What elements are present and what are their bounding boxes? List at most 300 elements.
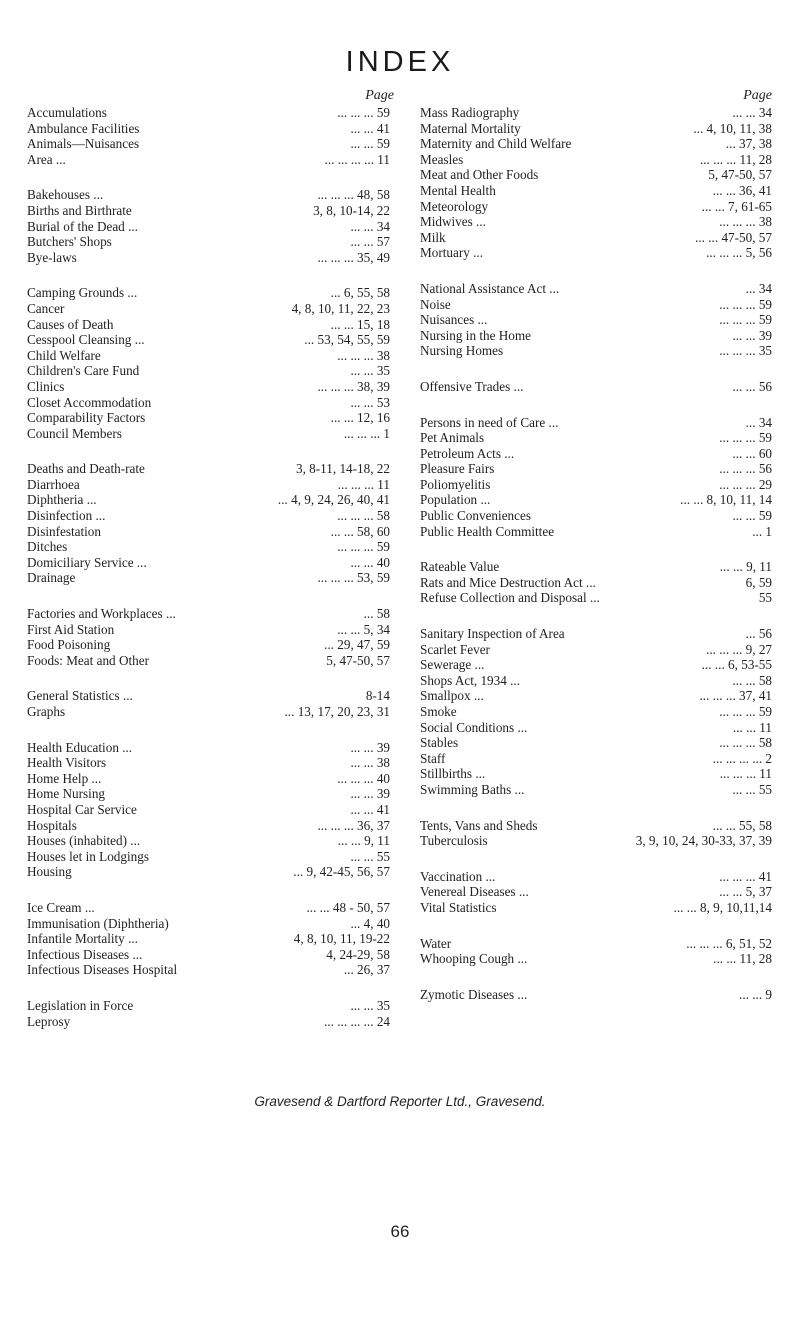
index-entry-label: Vaccination ...: [420, 868, 496, 884]
index-entry-label: Whooping Cough ...: [420, 951, 528, 967]
index-entry-pages: ... ... 12, 16: [330, 410, 390, 426]
index-entry-label: Comparability Factors: [27, 410, 146, 426]
page-column-heading: Page: [743, 88, 772, 103]
index-entry-label: Zymotic Diseases ...: [420, 986, 528, 1002]
index-entry: [420, 688, 772, 704]
index-group: [420, 379, 772, 395]
index-entry-pages: ... 26, 37: [343, 962, 390, 978]
index-entry: [27, 219, 402, 235]
index-entry: [420, 199, 772, 215]
index-entry-label: Pleasure Fairs: [420, 461, 495, 477]
index-entry: [27, 250, 402, 266]
index-entry-pages: ... ... 5, 34: [337, 621, 390, 637]
index-entry-pages: ... ... 40: [350, 554, 390, 570]
index-entry: [27, 395, 402, 411]
index-entry-pages: ... ... 8, 9, 10,11,14: [673, 899, 772, 915]
index-entry-label: Maternity and Child Welfare: [420, 136, 572, 152]
index-entry: [420, 900, 772, 916]
index-entry-label: Midwives ...: [420, 214, 486, 230]
index-entry: [27, 136, 402, 152]
index-entry-pages: 3, 9, 10, 24, 30-33, 37, 39: [635, 833, 772, 849]
index-entry-label: Factories and Workplaces ...: [27, 606, 176, 622]
index-entry-label: National Assistance Act ...: [420, 280, 560, 296]
index-entry-label: Butchers' Shops: [27, 234, 112, 250]
index-entry-pages: ... ... ... ... 11: [324, 151, 390, 167]
index-entry-label: Hospitals: [27, 817, 77, 833]
index-entry-pages: ... ... 9: [739, 986, 772, 1002]
index-group: [27, 900, 402, 978]
index-column-left: [27, 87, 402, 1049]
index-entry-label: Births and Birthrate: [27, 202, 132, 218]
index-entry: [420, 575, 772, 591]
index-entry: [27, 931, 402, 947]
index-entry: [420, 446, 772, 462]
index-entry-label: Sewerage ...: [420, 657, 485, 673]
index-entry-label: Milk: [420, 229, 446, 245]
index-entry-label: Housing: [27, 864, 72, 880]
index-entry-pages: ... ... 38: [350, 755, 390, 771]
index-entry-label: Smoke: [420, 704, 457, 719]
index-entry: [27, 916, 402, 932]
index-entry: [27, 864, 402, 880]
index-entry-pages: ... 4, 9, 24, 26, 40, 41: [277, 492, 390, 508]
index-entry-pages: 6, 59: [745, 574, 772, 590]
index-entry: [420, 782, 772, 798]
index-entry: [27, 301, 402, 317]
index-entry-pages: 8-14: [365, 688, 390, 704]
index-entry: [420, 720, 772, 736]
index-entry-pages: ... 4, 10, 11, 38: [693, 120, 772, 136]
index-entry-pages: 5, 47-50, 57: [326, 652, 390, 668]
index-entry-pages: ... ... ... 11, 28: [699, 151, 772, 167]
index-entry-pages: ... ... ... ... 24: [324, 1013, 390, 1029]
index-entry-pages: ... ... 11: [732, 719, 772, 735]
index-group: [420, 415, 772, 540]
index-entry-label: Camping Grounds ...: [27, 285, 138, 301]
index-entry: [420, 121, 772, 137]
index-entry: [27, 755, 402, 771]
index-entry: [27, 203, 402, 219]
index-entry: [420, 245, 772, 261]
index-entry-label: Public Conveniences: [420, 508, 531, 524]
index-entry-pages: ... ... ... ... 2: [712, 750, 772, 766]
index-group: [420, 936, 772, 967]
index-entry-pages: ... ... ... 40: [337, 770, 390, 786]
index-entry-pages: ... ... ... 5, 56: [706, 245, 772, 261]
index-entry: [27, 285, 402, 301]
index-entry-pages: ... ... ... 35: [719, 343, 772, 359]
index-entry-label: Maternal Mortality: [420, 120, 521, 136]
index-entry-label: Scarlet Fever: [420, 641, 490, 657]
index-entry-label: Noise: [420, 296, 451, 312]
index-entry: [420, 230, 772, 246]
index-entry-pages: ... ... ... 59: [719, 430, 772, 446]
index-entry-label: Hospital Car Service: [27, 801, 137, 817]
index-entry: [27, 962, 402, 978]
index-entry-label: Children's Care Fund: [27, 363, 140, 379]
index-entry: [420, 343, 772, 359]
index-entry-label: Houses (inhabited) ...: [27, 833, 141, 849]
index-entry-label: Immunisation (Diphtheria): [27, 915, 169, 931]
index-entry-label: Council Members: [27, 425, 122, 441]
index-group: [27, 105, 402, 167]
index-entry-pages: ... ... 5, 37: [719, 884, 772, 900]
index-entry-pages: ... ... ... 1: [343, 425, 390, 441]
index-group: [27, 285, 402, 441]
index-entry-pages: ... ... ... 35, 49: [317, 249, 390, 265]
index-entry-pages: ... ... ... 59: [719, 704, 772, 719]
index-entry-pages: ... ... 59: [350, 136, 390, 152]
index-entry-label: Sanitary Inspection of Area: [420, 626, 565, 642]
index-entry: [420, 136, 772, 152]
index-entry-pages: ... ... 39: [350, 786, 390, 802]
index-entry-pages: ... ... 9, 11: [719, 559, 772, 575]
index-entry: [420, 766, 772, 782]
index-entry-pages: ... ... 58, 60: [330, 523, 390, 539]
index-entry-label: Measles: [420, 151, 464, 167]
index-entry: [420, 869, 772, 885]
index-entry: [27, 152, 402, 168]
index-entry-label: Ditches: [27, 539, 68, 555]
index-entry-pages: ... 4, 40: [350, 915, 390, 931]
index-entry-label: Drainage: [27, 570, 76, 586]
index-entry-label: Home Help ...: [27, 770, 102, 786]
index-entry-pages: ... 53, 54, 55, 59: [304, 332, 390, 348]
page-number: 66: [390, 1222, 410, 1241]
index-entry-label: Home Nursing: [27, 786, 106, 802]
index-group: [27, 606, 402, 668]
index-entry-label: Domiciliary Service ...: [27, 554, 147, 570]
index-entry-label: Child Welfare: [27, 347, 101, 363]
index-entry-pages: ... ... 35: [350, 997, 390, 1013]
index-entry-label: Disinfection ...: [27, 508, 106, 524]
index-entry: [27, 426, 402, 442]
index-entry-pages: ... ... ... 59: [337, 539, 390, 555]
index-entry: [27, 833, 402, 849]
index-entry: [420, 508, 772, 524]
index-entry-label: Cesspool Cleansing ...: [27, 332, 145, 348]
index-entry: [27, 704, 402, 720]
index-entry-pages: ... ... 11, 28: [713, 951, 772, 967]
index-entry-label: Deaths and Death-rate: [27, 461, 145, 477]
index-group: [27, 688, 402, 719]
index-entry-pages: ... ... ... 36, 37: [317, 817, 390, 833]
index-entry-pages: ... ... 47-50, 57: [695, 229, 772, 245]
index-groups-left: [27, 105, 402, 1029]
index-entry-pages: ... ... 55: [350, 848, 390, 864]
index-entry: [27, 492, 402, 508]
index-entry: [27, 555, 402, 571]
index-entry: [27, 348, 402, 364]
index-entry: [27, 524, 402, 540]
index-entry-label: Meat and Other Foods: [420, 167, 539, 183]
index-entry-label: First Aid Station: [27, 621, 115, 637]
index-entry-pages: 4, 8, 10, 11, 19-22: [293, 931, 390, 947]
index-entry: [27, 570, 402, 586]
index-entry-label: Health Education ...: [27, 739, 133, 755]
index-entry: [27, 740, 402, 756]
index-entry-pages: ... ... ... 41: [719, 868, 772, 884]
index-entry: [420, 312, 772, 328]
index-entry: [420, 492, 772, 508]
index-entry: [420, 704, 772, 720]
index-entry-label: Social Conditions ...: [420, 719, 528, 735]
index-entry-label: Graphs: [27, 704, 66, 719]
index-entry-pages: ... ... ... 58: [719, 735, 772, 751]
index-entry-label: Nursing Homes: [420, 343, 504, 359]
index-entry-pages: ... ... 15, 18: [330, 316, 390, 332]
index-group: [420, 987, 772, 1003]
index-entry-pages: ... ... 59: [732, 508, 772, 524]
index-entry-label: Bakehouses ...: [27, 187, 104, 203]
index-entry: [27, 637, 402, 653]
index-entry-label: Infantile Mortality ...: [27, 931, 138, 947]
index-group: [420, 559, 772, 606]
index-entry-pages: ... ... ... 11: [719, 766, 772, 782]
index-column-right: [420, 87, 772, 1022]
index-entry: [420, 673, 772, 689]
index-entry-pages: ... ... ... 29: [719, 476, 772, 492]
index-entry-pages: ... ... 56: [732, 378, 772, 394]
index-entry: [27, 379, 402, 395]
index-entry: [27, 363, 402, 379]
index-entry-label: Animals—Nuisances: [27, 136, 140, 152]
index-entry-label: Meteorology: [420, 198, 489, 214]
index-entry-label: Bye-laws: [27, 249, 77, 265]
index-entry-pages: ... 13, 17, 20, 23, 31: [284, 704, 390, 719]
index-entry-pages: ... ... 41: [350, 120, 390, 136]
index-entry-label: Pet Animals: [420, 430, 485, 446]
index-entry-label: Burial of the Dead ...: [27, 218, 138, 234]
index-entry: [420, 328, 772, 344]
index-group: [27, 998, 402, 1029]
index-entry-label: Staff: [420, 750, 446, 766]
index-entry: [420, 559, 772, 575]
index-entry-pages: 3, 8, 10-14, 22: [313, 202, 390, 218]
index-entry: [27, 622, 402, 638]
index-entry: [27, 332, 402, 348]
index-entry: [27, 187, 402, 203]
index-entry-label: Offensive Trades ...: [420, 378, 524, 394]
index-entry-pages: ... ... 55: [732, 781, 772, 797]
index-entry-pages: ... 56: [745, 626, 772, 642]
index-entry: [27, 234, 402, 250]
index-entry-pages: ... ... 53: [350, 394, 390, 410]
index-entry-pages: ... ... ... 11: [337, 476, 390, 492]
index-group: [420, 281, 772, 359]
index-entry: [27, 105, 402, 121]
index-entry-label: Refuse Collection and Disposal ...: [420, 590, 600, 606]
index-entry: [420, 214, 772, 230]
index-entry-pages: ... 34: [745, 280, 772, 296]
index-entry-pages: ... ... ... 48, 58: [317, 187, 390, 203]
index-entry-label: Diarrhoea: [27, 476, 80, 492]
index-entry-pages: 4, 8, 10, 11, 22, 23: [291, 300, 390, 316]
index-entry: [27, 998, 402, 1014]
index-entry: [420, 183, 772, 199]
index-entry-label: Closet Accommodation: [27, 394, 152, 410]
index-entry: [420, 987, 772, 1003]
index-entry-label: Nuisances ...: [420, 312, 488, 328]
index-entry: [420, 524, 772, 540]
index-entry: [27, 121, 402, 137]
index-entry: [420, 590, 772, 606]
index-entry-pages: ... 29, 47, 59: [324, 637, 390, 653]
index-entry-label: Ice Cream ...: [27, 899, 95, 915]
index-entry-label: Mental Health: [420, 182, 496, 198]
index-entry-pages: ... ... 8, 10, 11, 14: [680, 492, 772, 508]
index-entry: [27, 508, 402, 524]
index-entry-label: Shops Act, 1934 ...: [420, 672, 521, 688]
index-entry-pages: ... ... ... 38, 39: [317, 378, 390, 394]
index-entry-pages: 3, 8-11, 14-18, 22: [295, 461, 390, 477]
index-entry: [27, 849, 402, 865]
index-entry-pages: ... ... 34: [732, 105, 772, 120]
index-entry-label: Causes of Death: [27, 316, 114, 332]
index-entry: [420, 642, 772, 658]
index-entry-pages: ... ... 36, 41: [712, 182, 772, 198]
index-entry-label: Cancer: [27, 300, 65, 316]
index-entry-label: Stillbirths ...: [420, 766, 486, 782]
index-entry-pages: ... ... ... 38: [719, 214, 772, 230]
index-entry-label: Tents, Vans and Sheds: [420, 817, 538, 833]
index-entry-label: Smallpox ...: [420, 688, 484, 704]
index-entry-label: Rats and Mice Destruction Act ...: [420, 574, 596, 590]
index-entry-pages: ... ... ... 59: [719, 296, 772, 312]
index-entry-pages: ... 9, 42-45, 56, 57: [293, 864, 390, 880]
index-entry-label: Mass Radiography: [420, 105, 520, 120]
index-entry: [420, 297, 772, 313]
index-entry-label: Poliomyelitis: [420, 476, 491, 492]
index-entry: [27, 818, 402, 834]
index-entry: [420, 626, 772, 642]
index-entry: [27, 539, 402, 555]
index-group: [27, 187, 402, 265]
index-group: [420, 626, 772, 798]
index-entry-pages: ... ... ... 6, 51, 52: [686, 935, 772, 951]
index-entry-label: Ambulance Facilities: [27, 120, 140, 136]
index-entry: [27, 317, 402, 333]
index-entry-label: Persons in need of Care ...: [420, 414, 559, 430]
index-entry-label: Accumulations: [27, 105, 107, 120]
index-entry-pages: ... ... 6, 53-55: [701, 657, 772, 673]
index-entry: [420, 833, 772, 849]
index-entry-pages: ... ... 7, 61-65: [701, 198, 772, 214]
index-entry-label: Nursing in the Home: [420, 327, 531, 343]
index-entry-label: Diphtheria ...: [27, 492, 97, 508]
index-entry-pages: ... ... ... 53, 59: [317, 570, 390, 586]
index-entry: [27, 947, 402, 963]
index-entry-label: Houses let in Lodgings: [27, 848, 149, 864]
index-entry-pages: ... ... ... 37, 41: [699, 688, 772, 704]
index-entry-label: Swimming Baths ...: [420, 781, 525, 797]
index-group: [420, 105, 772, 261]
index-entry: [27, 477, 402, 493]
index-entry-pages: ... 6, 55, 58: [330, 285, 390, 301]
index-entry-label: Public Health Committee: [420, 523, 555, 539]
index-entry-pages: ... ... ... 59: [337, 105, 390, 120]
index-entry: [420, 167, 772, 183]
index-entry: [420, 415, 772, 431]
index-entry-pages: ... ... 34: [350, 218, 390, 234]
index-entry-pages: ... ... ... 59: [719, 312, 772, 328]
index-entry: [420, 430, 772, 446]
index-entry: [420, 461, 772, 477]
index-entry-label: Infectious Diseases Hospital: [27, 962, 178, 978]
index-entry-pages: ... ... 35: [350, 363, 390, 379]
index-entry-pages: 4, 24-29, 58: [326, 946, 390, 962]
index-entry: [27, 771, 402, 787]
index-entry-pages: ... ... 39: [732, 327, 772, 343]
page-column-heading: Page: [365, 88, 394, 103]
index-entry-pages: ... 37, 38: [725, 136, 772, 152]
index-group: [420, 818, 772, 849]
index-entry-label: Mortuary ...: [420, 245, 483, 261]
index-entry: [27, 802, 402, 818]
index-entry: [420, 379, 772, 395]
index-entry-label: Disinfestation: [27, 523, 101, 539]
index-entry: [420, 818, 772, 834]
index-entry: [27, 1014, 402, 1030]
index-entry-label: Area ...: [27, 151, 66, 167]
index-entry-pages: ... ... ... 56: [719, 461, 772, 477]
index-entry-pages: ... ... 57: [350, 234, 390, 250]
index-entry: [27, 653, 402, 669]
index-entry: [27, 900, 402, 916]
index-group: [27, 461, 402, 586]
index-entry: [420, 152, 772, 168]
index-entry: [420, 281, 772, 297]
index-entry-label: Population ...: [420, 492, 491, 508]
index-entry: [27, 461, 402, 477]
index-entry-pages: ... ... 48 - 50, 57: [306, 899, 390, 915]
index-entry-pages: ... ... 60: [732, 445, 772, 461]
index-entry: [420, 936, 772, 952]
page-title: INDEX: [345, 46, 455, 78]
printer-imprint: Gravesend & Dartford Reporter Ltd., Gravesend.: [254, 1094, 546, 1109]
index-entry: [420, 735, 772, 751]
index-entry-label: Infectious Diseases ...: [27, 946, 143, 962]
index-entry-pages: ... ... 55, 58: [712, 817, 772, 833]
index-entry-pages: 5, 47-50, 57: [708, 167, 772, 183]
index-entry-pages: ... ... 9, 11: [337, 833, 390, 849]
index-entry-pages: ... ... 39: [350, 739, 390, 755]
index-entry-pages: ... ... ... 38: [337, 347, 390, 363]
index-entry-label: Petroleum Acts ...: [420, 445, 515, 461]
index-entry-label: Foods: Meat and Other: [27, 652, 149, 668]
index-entry-label: Tuberculosis: [420, 833, 488, 849]
index-groups-right: [420, 105, 772, 1002]
index-entry: [27, 688, 402, 704]
index-entry: [420, 951, 772, 967]
index-entry: [27, 606, 402, 622]
index-entry-pages: ... ... 58: [732, 672, 772, 688]
index-entry-label: General Statistics ...: [27, 688, 133, 704]
index-entry-label: Leprosy: [27, 1013, 71, 1029]
index-entry-label: Rateable Value: [420, 559, 500, 575]
index-entry-pages: ... ... 41: [350, 801, 390, 817]
index-group: [27, 740, 402, 880]
index-entry-pages: ... 1: [752, 523, 772, 539]
index-entry: [27, 786, 402, 802]
index-entry-label: Venereal Diseases ...: [420, 884, 529, 900]
index-entry-label: Legislation in Force: [27, 997, 134, 1013]
index-entry-pages: ... ... ... 58: [337, 508, 390, 524]
index-entry-label: Water: [420, 935, 452, 951]
index-entry-pages: ... ... ... 9, 27: [706, 641, 772, 657]
index-entry: [420, 477, 772, 493]
index-entry-label: Health Visitors: [27, 755, 107, 771]
